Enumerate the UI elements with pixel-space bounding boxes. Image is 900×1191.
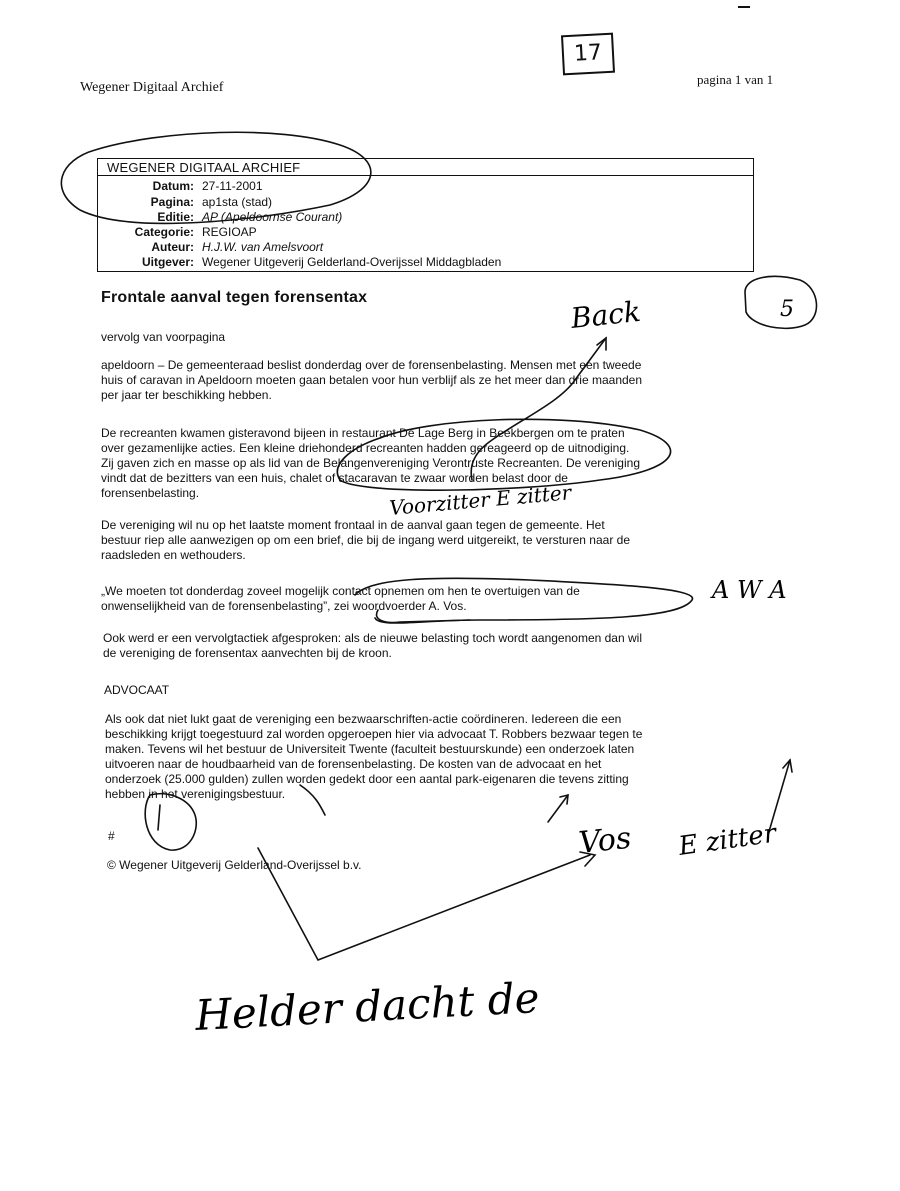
text-line: maken. Tevens wil het bestuur de Universiteit Twente (faculteit bestuurskunde) een onderzoek laten (105, 742, 635, 756)
meta-label: Datum: (152, 179, 194, 193)
meta-value: REGIOAP (202, 225, 257, 239)
meta-value: AP (Apeldoornse Courant) (202, 210, 343, 224)
text-line: De vereniging wil nu op het laatste moment frontaal in de aanval gaan tegen de gemeente. Het (101, 518, 605, 532)
text-line: „We moeten tot donderdag zoveel mogelijk contact opnemen om hen te overtuigen van de (101, 584, 580, 598)
text-line: per jaar ter beschikking hebben. (101, 388, 272, 402)
text-line: huis of caravan in Apeldoorn moeten gaan betalen voor hun verblijf als ze het meer dan drie maanden (101, 373, 643, 387)
page-info: pagina 1 van 1 (697, 72, 774, 87)
continuation-note: vervolg van voorpagina (101, 330, 226, 344)
meta-value: ap1sta (stad) (202, 195, 273, 209)
handwritten-bottom-note: Helder dacht de (193, 973, 541, 1040)
ink-oval-contact (355, 578, 692, 623)
handwritten-vos: Vos (577, 820, 633, 861)
text-line: De recreanten kwamen gisteravond bijeen in restaurant De Lage Berg in Beekbergen om te praten (101, 426, 625, 440)
handwritten-awa: A W A (712, 576, 787, 604)
text-line: raadsleden en wethouders. (101, 548, 246, 562)
text-line: onderzoek (25.000 gulden) zullen worden gedekt door een aantal park-eigenaren die tevens zitting (105, 772, 629, 786)
ink-scribble-left (145, 794, 196, 850)
handwritten-page-number: 17 (561, 33, 615, 76)
text-line: de vereniging de forensentax aanvechten bij de kroon. (103, 646, 392, 660)
text-line: apeldoorn – De gemeenteraad beslist donderdag over de forensenbelasting. Mensen met een tweede (101, 358, 642, 372)
text-line: uitvoeren naar de houdbaarheid van de forensenbelasting. De kosten van de advocaat en het (105, 757, 602, 771)
text-line: forensenbelasting. (101, 486, 200, 500)
ink-oval-gereageerd (337, 419, 670, 490)
handwritten-five: 5 (780, 297, 794, 322)
handwritten-back: Back (569, 294, 643, 335)
copyright-notice: © Wegener Uitgeverij Gelderland-Overijssel b.v. (107, 858, 362, 872)
text-line: hebben in het verenigingsbestuur. (105, 787, 286, 801)
ink-oval-archive-title (61, 132, 370, 223)
archive-box-title: WEGENER DIGITAAL ARCHIEF (98, 159, 753, 176)
ink-arrow-back (471, 338, 606, 480)
text-line: Zij gaven zich en masse op als lid van de Belangenvereniging Verontruste Recreanten. De vereniging (101, 456, 640, 470)
article-headline: Frontale aanval tegen forensentax (101, 289, 368, 306)
meta-value: 27-11-2001 (202, 179, 263, 193)
handwritten-voorzitter: Voorzitter E zitter (388, 480, 573, 520)
document-source-header: Wegener Digitaal Archief (80, 80, 224, 95)
ink-underline-vos (377, 610, 470, 623)
meta-label: Pagina: (150, 195, 194, 209)
text-line: beschikking krijgt toegestuurd zal worden opgeroepen hier via advocaat T. Robbers bezwaar tegen te (105, 727, 643, 741)
ink-stroke-bestuur (300, 785, 325, 815)
text-line: Als ook dat niet lukt gaat de vereniging een bezwaarschriften-actie coördineren. Iedereen die een (105, 712, 622, 726)
meta-value: H.J.W. van Amelsvoort (202, 240, 324, 254)
article-subheading: ADVOCAAT (104, 683, 170, 697)
meta-label: Uitgever: (141, 255, 194, 269)
handwritten-ezitter: E zitter (676, 818, 779, 862)
meta-label: Editie: (157, 210, 194, 224)
text-line: Ook werd er een vervolgtactiek afgesproken: als de nieuwe belasting toch wordt aangenomen dan wil (103, 631, 642, 645)
text-line: vindt dat de bezitters van een huis, chalet of stacaravan te zwaar worden belast door de (101, 471, 568, 485)
ink-large-arrow (258, 848, 590, 960)
ink-arrow-right-2 (548, 795, 568, 822)
text-line: onwenselijkheid van de forensenbelasting”, zei woordvoerder A. Vos. (101, 599, 467, 613)
meta-label: Auteur: (151, 240, 194, 254)
end-mark: # (108, 829, 115, 843)
text-line: bestuur riep alle aanwezigen op om een brief, die bij de ingang werd uitgereikt, te versturen naar de (101, 533, 630, 547)
meta-label: Categorie: (134, 225, 194, 239)
meta-value: Wegener Uitgeverij Gelderland-Overijssel Middagbladen (202, 255, 502, 269)
text-line: over gezamenlijke acties. Een kleine driehonderd recreanten hadden gereageerd op de uitnodiging. (101, 441, 630, 455)
